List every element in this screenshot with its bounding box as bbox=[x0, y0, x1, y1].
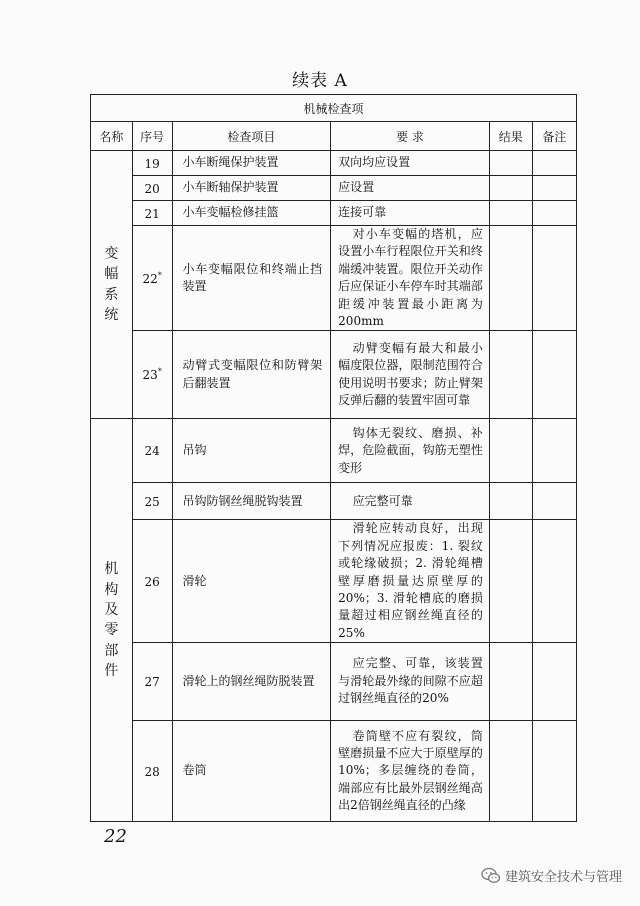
table-row bbox=[91, 176, 577, 201]
header-requirement: 要 求 bbox=[331, 122, 490, 151]
row-number: 24 bbox=[132, 419, 172, 483]
row-requirement: 双向均应设置 bbox=[331, 151, 490, 176]
row-item: 动臂式变幅限位和防臂架后翻装置 bbox=[172, 331, 331, 419]
table-row bbox=[91, 419, 577, 483]
header-remark: 备注 bbox=[532, 122, 576, 151]
watermark-text: 建筑安全技术与管理 bbox=[504, 870, 622, 885]
category-char: 幅 bbox=[104, 266, 119, 283]
page-title: 续表 A bbox=[292, 71, 348, 91]
category-luffing-system bbox=[91, 151, 133, 419]
category-char: 变 bbox=[104, 246, 119, 263]
table-row bbox=[91, 151, 577, 176]
row-remark[interactable] bbox=[532, 176, 576, 201]
page-number: 22 bbox=[104, 826, 127, 847]
row-number: 21 bbox=[132, 201, 172, 226]
header-result: 结果 bbox=[489, 122, 532, 151]
row-remark[interactable] bbox=[532, 483, 576, 520]
row-result[interactable] bbox=[489, 721, 532, 822]
inspection-table bbox=[90, 94, 577, 822]
row-remark[interactable] bbox=[532, 419, 576, 483]
row-result[interactable] bbox=[489, 643, 532, 721]
row-result[interactable] bbox=[489, 520, 532, 643]
row-remark[interactable] bbox=[532, 643, 576, 721]
category-char: 构 bbox=[104, 581, 119, 598]
row-result[interactable] bbox=[489, 151, 532, 176]
row-result[interactable] bbox=[489, 483, 532, 520]
table-header-row bbox=[91, 122, 577, 151]
row-item: 卷筒 bbox=[172, 721, 331, 822]
table-row bbox=[91, 520, 577, 643]
row-remark[interactable] bbox=[532, 331, 576, 419]
row-item: 小车断轴保护装置 bbox=[172, 176, 331, 201]
row-requirement: 卷筒壁不应有裂纹，筒壁磨损量不应大于原壁厚的10%；多层缠绕的卷筒，端部应有比最外层钢丝绳高出2倍钢丝绳直径的凸缘 bbox=[331, 721, 490, 822]
table-row bbox=[91, 483, 577, 520]
watermark bbox=[481, 866, 622, 885]
row-result[interactable] bbox=[489, 331, 532, 419]
row-remark[interactable] bbox=[532, 721, 576, 822]
category-char: 机 bbox=[104, 561, 119, 578]
row-number: 22* bbox=[132, 226, 172, 331]
row-requirement: 钩体无裂纹、磨损、补焊，危险截面，钩筋无塑性变形 bbox=[331, 419, 490, 483]
category-char: 件 bbox=[104, 662, 119, 679]
row-result[interactable] bbox=[489, 176, 532, 201]
row-remark[interactable] bbox=[532, 520, 576, 643]
category-char: 系 bbox=[104, 286, 119, 303]
row-result[interactable] bbox=[489, 419, 532, 483]
row-number: 27 bbox=[132, 643, 172, 721]
row-result[interactable] bbox=[489, 201, 532, 226]
header-item: 检查项目 bbox=[172, 122, 331, 151]
table-row bbox=[91, 331, 577, 419]
row-item: 吊钩 bbox=[172, 419, 331, 483]
table-row bbox=[91, 643, 577, 721]
wechat-icon bbox=[481, 867, 501, 885]
row-requirement: 连接可靠 bbox=[331, 201, 490, 226]
row-requirement: 应完整、可靠，该装置与滑轮最外缘的间隙不应超过钢丝绳直径的20% bbox=[331, 643, 490, 721]
row-requirement: 动臂变幅有最大和最小幅度限位器，限制范围符合使用说明书要求；防止臂架反弹后翻的装置牢固可靠 bbox=[331, 331, 490, 419]
row-item: 吊钩防钢丝绳脱钩装置 bbox=[172, 483, 331, 520]
row-requirement: 滑轮应转动良好，出现下列情况应报废：1. 裂纹或轮缘破损；2. 滑轮绳槽壁厚磨损量达原壁厚的20%；3. 滑轮槽底的磨损量超过相应钢丝绳直径的25% bbox=[331, 520, 490, 643]
row-item: 滑轮上的钢丝绳防脱装置 bbox=[172, 643, 331, 721]
category-mechanism-parts bbox=[91, 419, 133, 822]
row-number: 23* bbox=[132, 331, 172, 419]
table-row bbox=[91, 721, 577, 822]
row-number: 20 bbox=[132, 176, 172, 201]
table-row bbox=[91, 201, 577, 226]
row-remark[interactable] bbox=[532, 226, 576, 331]
row-remark[interactable] bbox=[532, 151, 576, 176]
row-item: 小车变幅限位和终端止挡装置 bbox=[172, 226, 331, 331]
category-char: 统 bbox=[104, 306, 119, 323]
row-requirement: 对小车变幅的塔机，应设置小车行程限位开关和终端缓冲装置。限位开关动作后应保证小车停车时其端部距缓冲装置最小距离为200mm bbox=[331, 226, 490, 331]
category-char: 部 bbox=[104, 642, 119, 659]
row-requirement: 应完整可靠 bbox=[331, 483, 490, 520]
category-char: 及 bbox=[104, 601, 119, 618]
category-char: 零 bbox=[104, 622, 119, 639]
row-remark[interactable] bbox=[532, 201, 576, 226]
row-result[interactable] bbox=[489, 226, 532, 331]
header-number: 序号 bbox=[132, 122, 172, 151]
table-row bbox=[91, 226, 577, 331]
row-number: 25 bbox=[132, 483, 172, 520]
row-item: 小车断绳保护装置 bbox=[172, 151, 331, 176]
row-requirement: 应设置 bbox=[331, 176, 490, 201]
row-item: 小车变幅检修挂篮 bbox=[172, 201, 331, 226]
table-caption: 机械检查项 bbox=[91, 95, 577, 122]
row-number: 26 bbox=[132, 520, 172, 643]
header-category: 名称 bbox=[91, 122, 133, 151]
row-number: 19 bbox=[132, 151, 172, 176]
table-caption-row bbox=[91, 95, 577, 122]
row-number: 28 bbox=[132, 721, 172, 822]
row-item: 滑轮 bbox=[172, 520, 331, 643]
